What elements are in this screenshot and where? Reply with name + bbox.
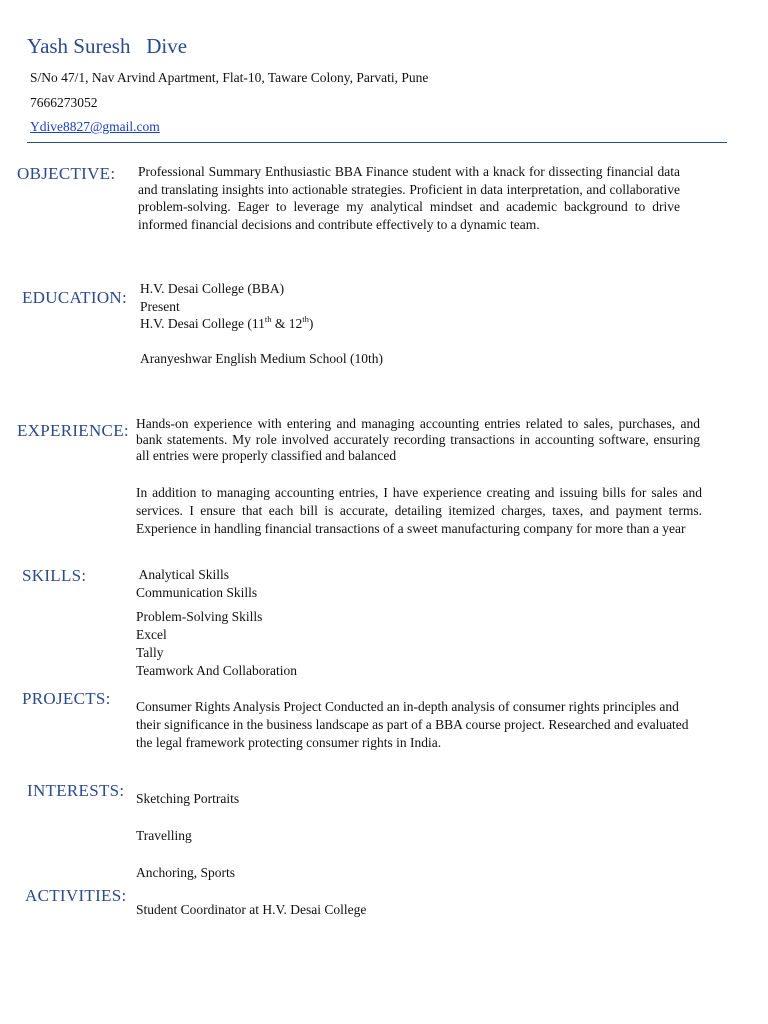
objective-heading: OBJECTIVE: <box>17 164 116 183</box>
experience-para-2: In addition to managing accounting entries, I have experience creating and issuing bills for sales and services. I ensure that each bill is accurate, detailing itemized charges, taxes, and payment terms. Experience in handling financial transactions of a sweet manufacturing company for more than a year <box>136 485 702 536</box>
address: S/No 47/1, Nav Arvind Apartment, Flat-10, Taware Colony, Parvati, Pune <box>30 70 429 85</box>
skills-list-b <box>136 608 297 680</box>
interest-item: Anchoring, Sports <box>136 865 235 880</box>
candidate-name: Yash Suresh Dive <box>27 34 188 58</box>
interests-heading: INTERESTS: <box>27 781 125 800</box>
projects-heading: PROJECTS: <box>22 689 111 708</box>
objective-text: Professional Summary Enthusiastic BBA Finance student with a knack for dissecting financial data and translating insights into actionable strategies. Proficient in data interpretation, and collaborative problem-solving. Eager to leverage my analytical mindset and academic background to drive informed financial decisions and contribute effectively to a dynamic team. <box>138 164 680 232</box>
skill-item: Teamwork And Collaboration <box>136 663 298 678</box>
education-list <box>140 280 313 333</box>
skill-item: Tally <box>136 645 164 660</box>
skills-heading: SKILLS: <box>22 566 87 585</box>
education-status: Present <box>140 298 180 314</box>
education-heading: EDUCATION: <box>22 288 127 307</box>
email-link[interactable]: Ydive8827@gmail.com <box>30 119 160 134</box>
skill-item: Analytical Skills <box>136 567 229 582</box>
projects-text: Consumer Rights Analysis Project Conducted an in-depth analysis of consumer rights principles and their significance in the business landscape as part of a BBA course project. Researched and evaluated the legal framework protecting consumer rights in India. <box>136 699 689 750</box>
skill-item: Communication Skills <box>136 584 258 600</box>
email-link-wrap <box>30 119 160 135</box>
interest-item: Travelling <box>136 828 192 843</box>
skills-list-a <box>136 566 257 601</box>
education-college-bba: H.V. Desai College (BBA) <box>140 281 285 296</box>
education-college-hsc: H.V. Desai College (11th & 12th) <box>140 313 314 331</box>
skill-item: Problem-Solving Skills <box>136 609 263 624</box>
education-school: Aranyeshwar English Medium School (10th) <box>140 351 383 366</box>
interest-item: Sketching Portraits <box>136 791 240 806</box>
experience-heading: EXPERIENCE: <box>17 421 129 440</box>
skill-item: Excel <box>136 627 167 642</box>
activities-heading: ACTIVITIES: <box>25 886 127 905</box>
activity-item: Student Coordinator at H.V. Desai College <box>136 902 367 917</box>
phone-number: 7666273052 <box>30 95 98 110</box>
header-divider <box>27 142 727 143</box>
experience-para-1: Hands-on experience with entering and managing accounting entries related to sales, purchases, and bank statements. My role involved accurately recording transactions in accounting software, ensuring all entries were properly classified and balanced <box>136 416 700 463</box>
